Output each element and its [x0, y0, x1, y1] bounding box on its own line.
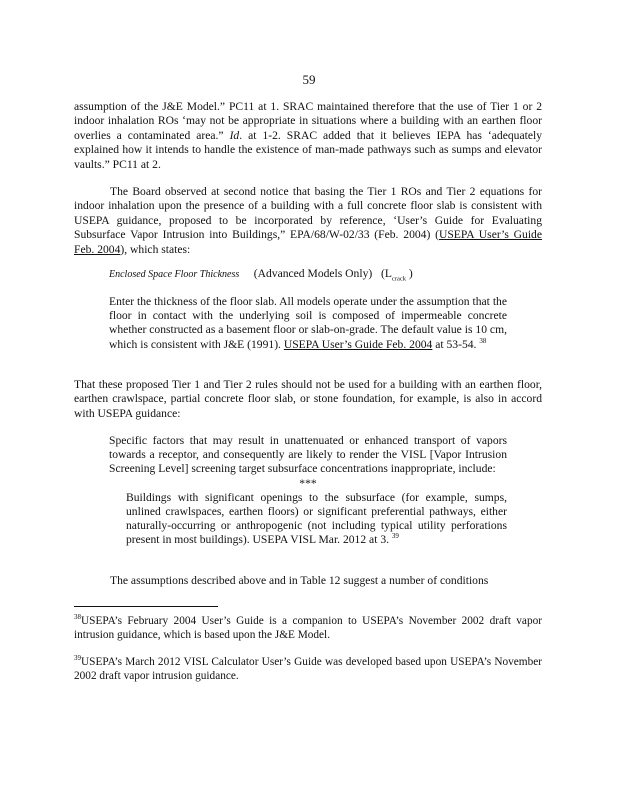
- paragraph-2-text-a: The Board observed at second notice that basing the Tier 1 ROs and Tier 2 equations for indoor inhalation upon the presence of a building with a full concrete floor slab is consistent with USEPA guidance, proposed to be incorporated by reference, ‘User’s Guide for Evaluating Subsurface Vapor Intrusion into Buildings,” EPA/68/W-02/33 (Feb. 2004) (: [74, 185, 542, 242]
- users-guide-citation: USEPA User’s Guide Feb. 2004: [74, 228, 543, 256]
- l-crack-subscript: crack: [391, 275, 406, 283]
- paragraph-2-text-b: ), which states:: [120, 242, 191, 256]
- floor-thickness-label: Enclosed Space Floor Thickness: [109, 269, 240, 280]
- quote-1-text-a: Enter the thickness of the floor slab. All models operate under the assumption that the floor in contact with the underlying soil is composed of impermeable concrete whether constructed as a basement floor or slab-on-grade. The default value is 10 cm, which is consistent with J&E (1991).: [109, 295, 507, 351]
- ellipsis-stars: ***: [299, 476, 317, 490]
- quote-1-citation: USEPA User’s Guide Feb. 2004: [283, 337, 433, 351]
- footnote-38: [74, 614, 542, 642]
- footnote-39-text: USEPA’s March 2012 VISL Calculator User’s Guide was developed based upon USEPA’s November 2002 draft vapor intrusion guidance.: [74, 656, 542, 683]
- bullet-text: Buildings with significant openings to the subsurface (for example, sumps, unlined crawlspaces, earthen floors) or significant preferential pathways, either naturally-occurring or anthropogenic (not including typical utility perforations present in most buildings). USEPA VISL Mar. 2012 at 3.: [126, 490, 507, 547]
- quote-1: [109, 295, 507, 352]
- page-number: 59: [302, 72, 316, 87]
- paragraph-2: [74, 185, 542, 257]
- paragraph-4: The assumptions described above and in Table 12 suggest a number of conditions: [110, 574, 489, 587]
- footnote-39-number: 39: [74, 654, 81, 663]
- footnote-divider: [74, 606, 218, 607]
- l-crack-symbol: (L: [380, 267, 392, 280]
- footnote-38-number: 38: [74, 613, 81, 622]
- quote-1-text-b: at 53-54.: [432, 337, 477, 351]
- footnote-38-text: USEPA’s February 2004 User’s Guide is a companion to USEPA’s November 2002 draft vapor intrusion guidance, which is based upon the J&E Model.: [74, 615, 542, 642]
- paragraph-1-text-b: . at 1-2. SRAC added that it believes IEPA has ‘adequately explained how it intends to handle the existence of man-made pathways such as sumps and elevator vaults.” PC11 at 2.: [74, 128, 542, 171]
- id-citation: Id: [229, 128, 240, 142]
- advanced-models-note: (Advanced Models Only): [253, 267, 373, 280]
- footnote-ref-39: 39: [391, 532, 399, 541]
- l-crack-close: ): [408, 267, 413, 280]
- quote-2-text: Specific factors that may result in unattenuated or enhanced transport of vapors towards a receptor, and consequently are likely to render the VISL [Vapor Intrusion Screening Level] screening target subsurface concentrations inappropriate, include:: [109, 434, 507, 476]
- footnote-ref-38: 38: [479, 336, 487, 345]
- quote-1-heading: [109, 267, 507, 282]
- footnote-39: [74, 655, 542, 683]
- paragraph-1-text-a: assumption of the J&E Model.” PC11 at 1. SRAC maintained therefore that the use of Tier 1 or 2 indoor inhalation ROs ‘may not be appropriate in situations where a building with an earthen floor overlies a contaminated area.”: [74, 100, 542, 142]
- bullet-icon: [109, 491, 126, 548]
- paragraph-1: [74, 100, 542, 172]
- bullet-item: [109, 491, 507, 548]
- paragraph-3: That these proposed Tier 1 and Tier 2 rules should not be used for a building with an earthen floor, earthen crawlspace, partial concrete floor slab, or stone foundation, for example, is also in accord with USEPA guidance:: [74, 378, 542, 420]
- quote-2: [109, 434, 507, 548]
